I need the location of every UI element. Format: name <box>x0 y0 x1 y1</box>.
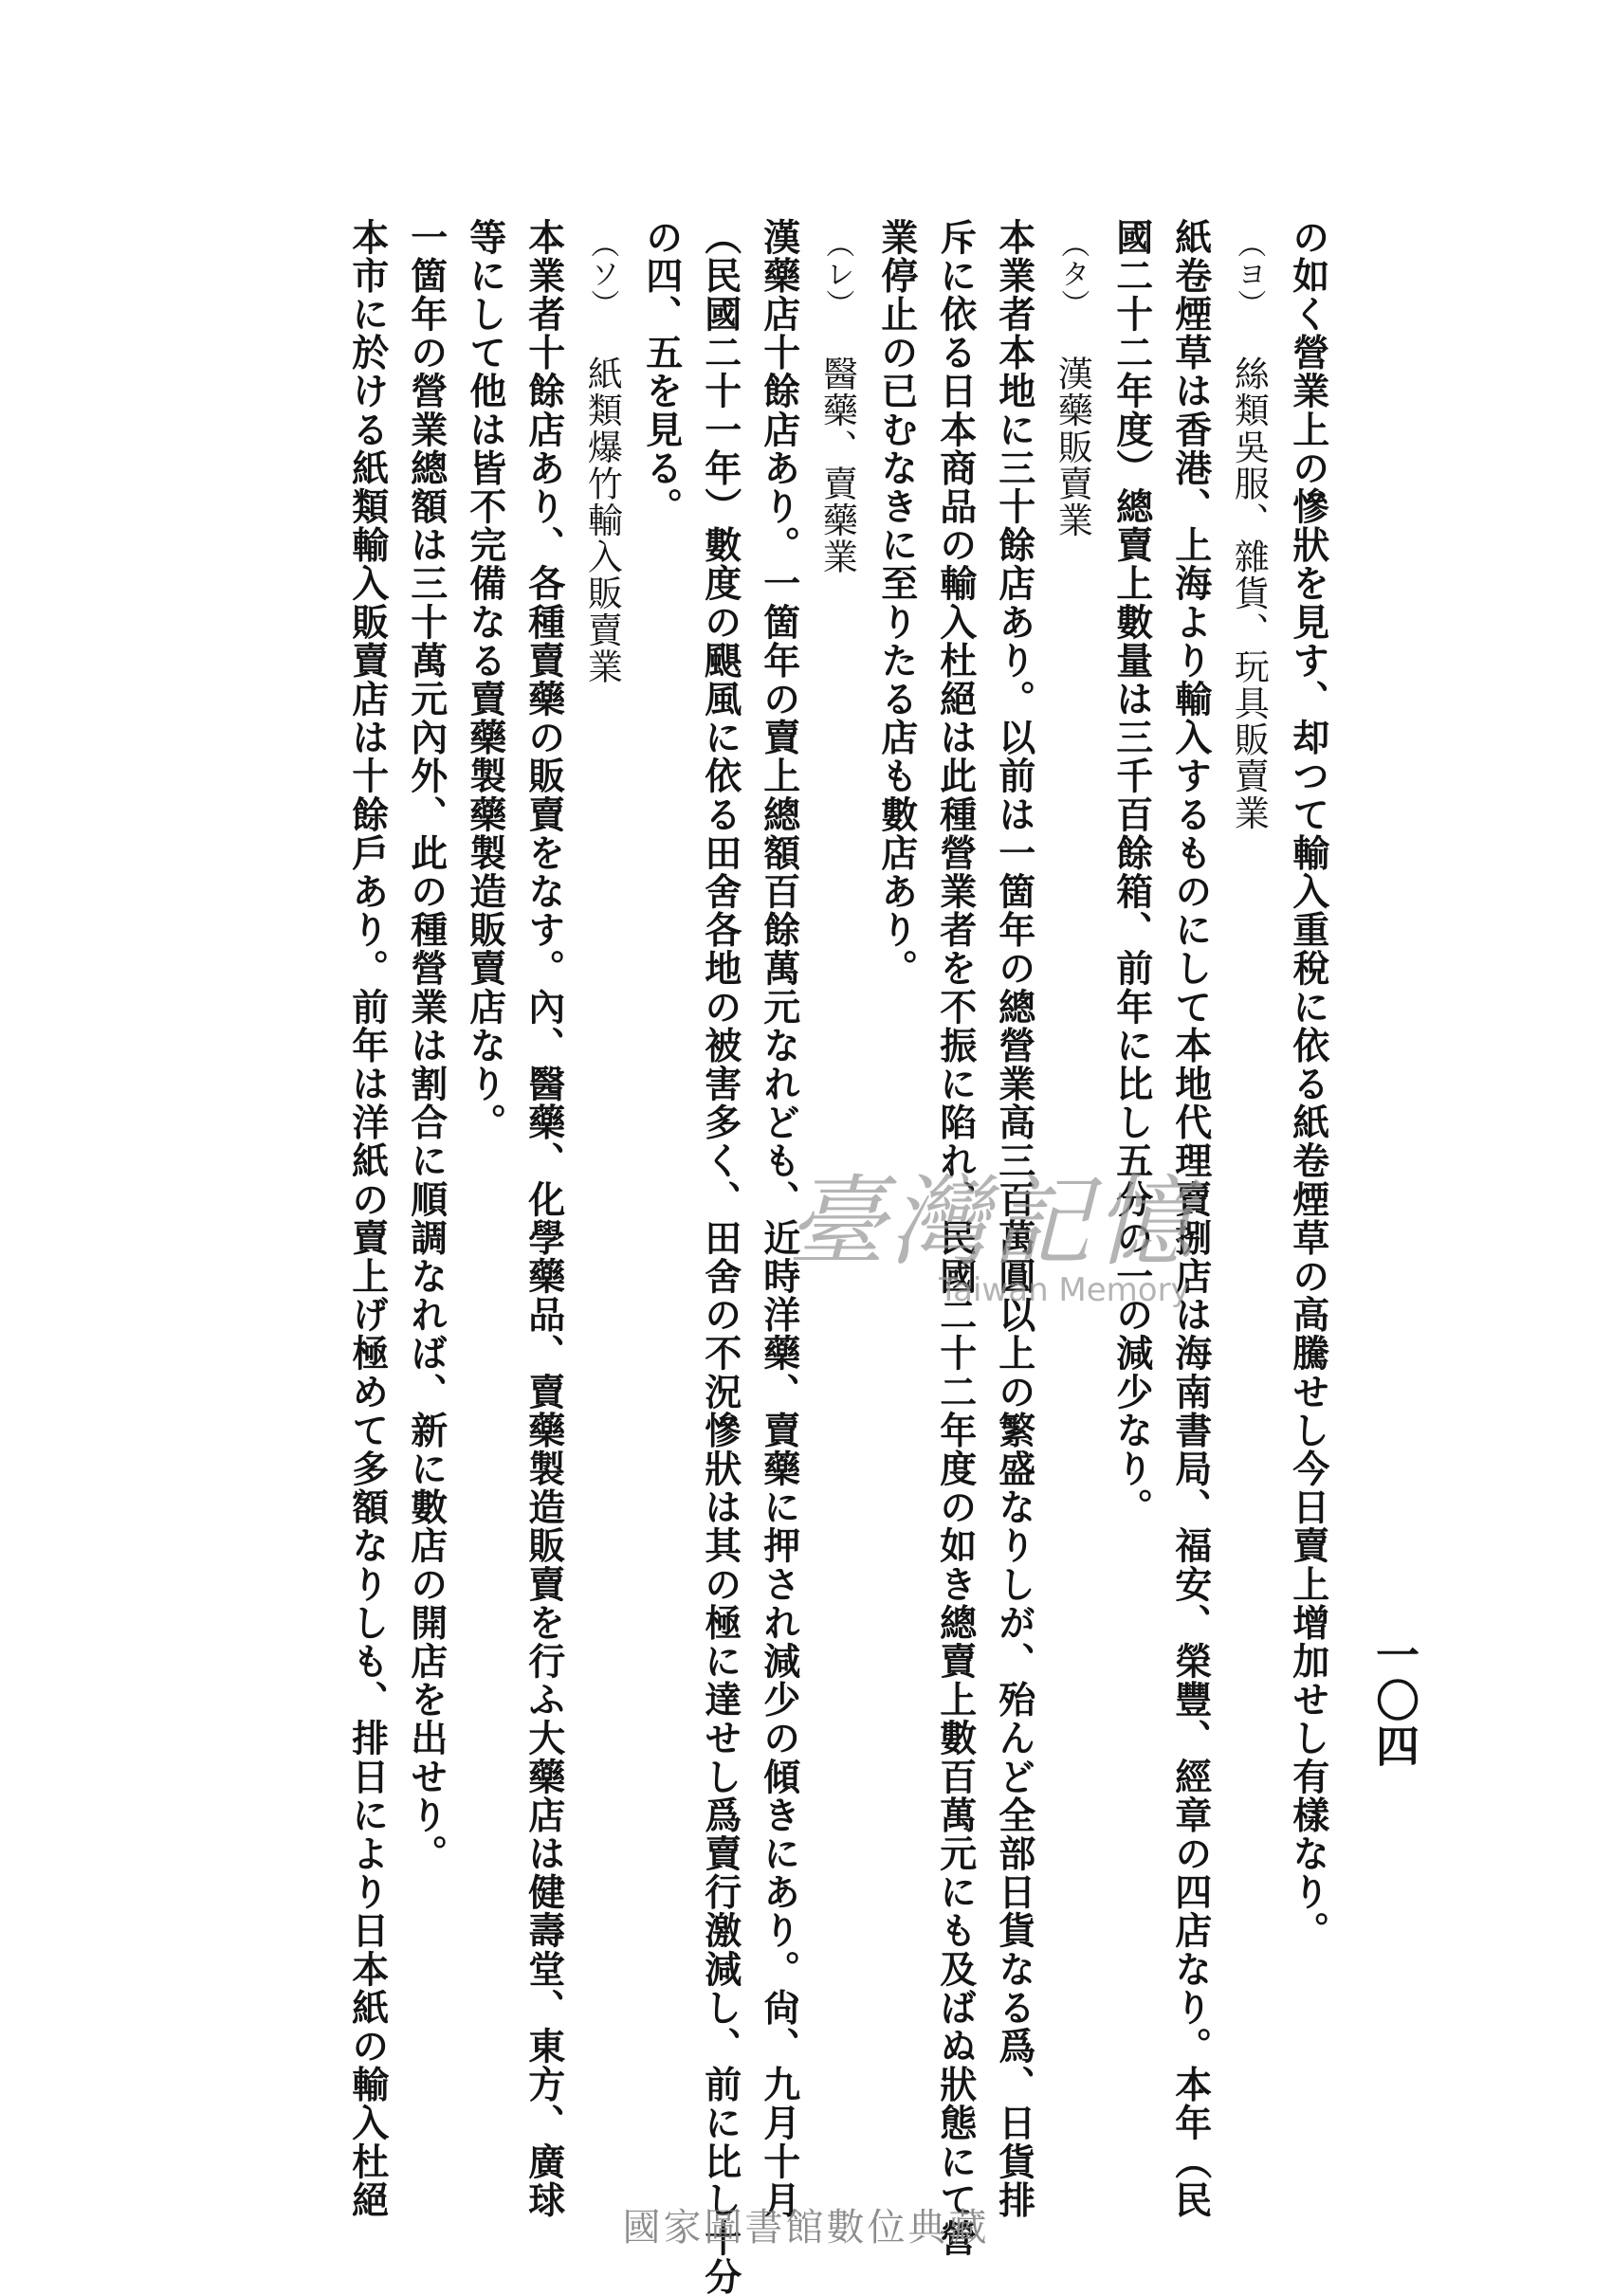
section-heading-text: 絲類吳服、雜貨、玩具販賣業 <box>1228 355 1270 831</box>
text-column <box>639 218 684 526</box>
column-text: 國二十二年度）總賣上數量は三千百餘箱、前年に比し五分の一の減少なり。 <box>1109 218 1154 1527</box>
footer-credit: 國家圖書館數位典藏 <box>622 2206 990 2250</box>
section-heading <box>580 229 622 684</box>
section-heading-text: 漢藥販賣業 <box>1052 355 1093 538</box>
column-text: 等にして他は皆不完備なる賣藥製藥製造販賣店なり。 <box>463 218 507 1142</box>
section-heading-text: 醫藥、賣藥業 <box>816 355 858 575</box>
column-text: 本市に於ける紙類輸入販賣店は十餘戶あり。前年は洋紙の賣上げ極めて多額なりしも、排日により日本紙の輸入杜絕 <box>345 218 390 2220</box>
section-heading <box>1051 229 1092 538</box>
section-marker: （タ） <box>1055 229 1090 319</box>
column-text: 一箇年の營業總額は三十萬元內外、此の種營業は割合に順調なれば、新に數店の開店を出せり。 <box>404 218 449 1873</box>
column-text: の如く營業上の慘狀を見す、却つて輸入重稅に依る紙卷煙草の高騰せし今日賣上增加せし有樣なり。 <box>1286 218 1330 1950</box>
watermark <box>787 1142 1197 1309</box>
watermark-cn: 臺灣記憶 <box>787 1164 1198 1280</box>
column-text: 漢藥店十餘店あり。一箇年の賣上總額百餘萬元なれども、近時洋藥、賣藥に押され減少の傾きにあり。尙、九月十月 <box>757 218 801 2220</box>
section-marker: （ヨ） <box>1232 229 1266 319</box>
section-heading <box>1227 229 1269 831</box>
column-text: 斥に依る日本商品の輸入杜絕は此種營業者を不振に陷れ、民國二十二年度の如き總賣上數百萬元にも及ばぬ狀態にて營 <box>933 218 978 2258</box>
text-column <box>404 218 449 1873</box>
section-marker: （ソ） <box>585 229 619 319</box>
column-text: の四、五を見る。 <box>639 218 684 526</box>
text-column <box>698 218 742 2296</box>
watermark-en: Taiwan Memory <box>939 1271 1190 1309</box>
text-column <box>1109 218 1154 1526</box>
column-text: 本業者十餘店あり、各種賣藥の販賣をなす。內、醫藥、化學藥品、賣藥製造販賣を行ふ大藥店は健壽堂、東方、廣球 <box>522 218 566 2220</box>
text-column <box>1286 218 1330 1950</box>
column-text: 業停止の已むなきに至りたる店も數店あり。 <box>874 218 919 988</box>
section-marker: （レ） <box>820 229 854 319</box>
text-column <box>463 218 507 1141</box>
page-number: 一〇四 <box>1369 1632 1420 1769</box>
text-column <box>345 218 390 2219</box>
section-heading <box>815 229 857 574</box>
text-column <box>874 218 919 988</box>
column-text: 本業者本地に三十餘店あり。以前は一箇年の總營業高三百萬圓以上の繁盛なりしが、殆んど全部日貨なる爲、日貨排 <box>992 218 1036 2220</box>
section-heading-text: 紙類爆竹輸入販賣業 <box>581 355 623 685</box>
column-text: （民國二十一年）數度の颶風に依る田舍各地の被害多く、田舍の不況慘狀は其の極に達せし爲賣行激減し、前に比し十分 <box>698 218 742 2296</box>
text-column <box>522 218 566 2219</box>
column-text: 紙卷煙草は香港、上海より輸入するものにして本地代理賣捌店は海南書局、福安、榮豐、經章の四店なり。本年（民 <box>1168 218 1213 2220</box>
